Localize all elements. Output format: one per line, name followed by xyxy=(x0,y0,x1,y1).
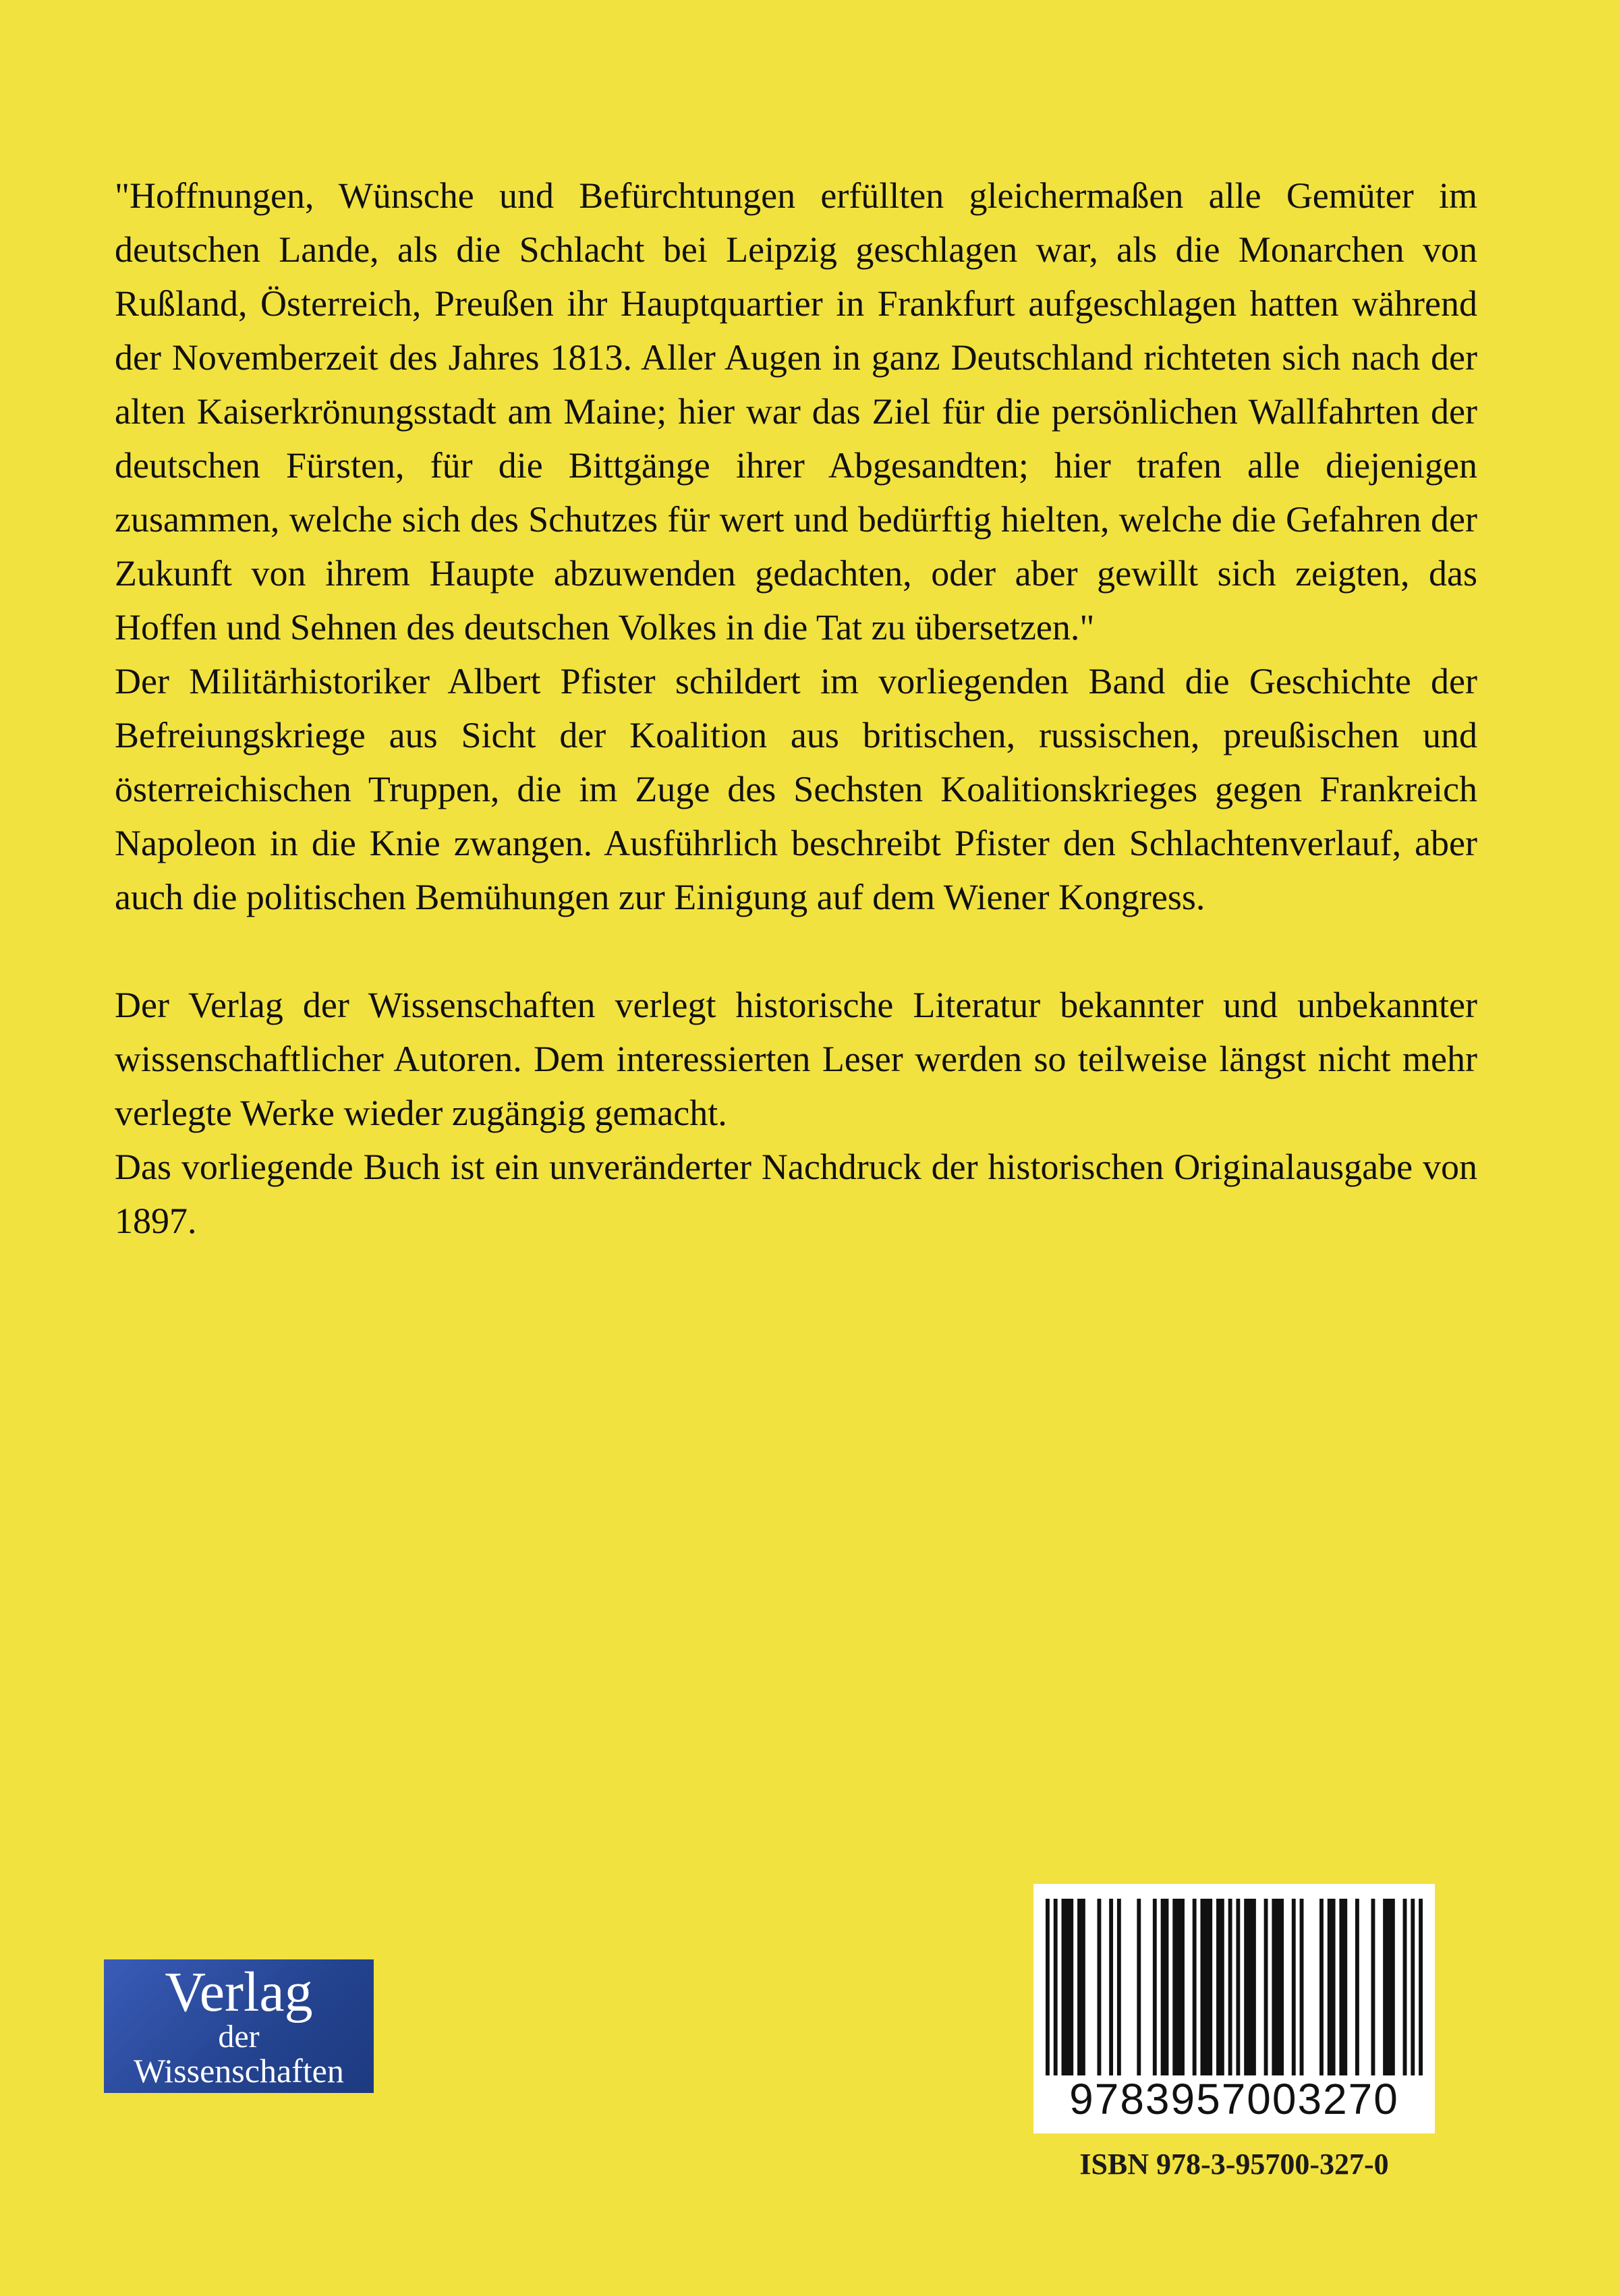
barcode-bar xyxy=(1383,1899,1395,2075)
barcode-bar xyxy=(1200,1899,1212,2075)
barcode-bar xyxy=(1097,1899,1101,2075)
barcode-digits: 9783957003270 xyxy=(1069,2075,1399,2123)
barcode-bar xyxy=(1328,1899,1336,2075)
barcode-bar xyxy=(1236,1899,1240,2075)
publisher-info-paragraph: Der Verlag der Wissenschaften verlegt historische Literatur bekannter und unbekannter wissenschaftlicher Autoren. Dem interessierten Leser werden so teilweise längst nicht mehr verlegte Werke wieder zugängig gemacht. xyxy=(115,985,1477,1133)
barcode-bar xyxy=(1153,1899,1157,2075)
barcode-bar xyxy=(1062,1899,1074,2075)
barcode xyxy=(1033,1884,1435,2133)
barcode-bar xyxy=(1228,1899,1232,2075)
publisher-logo-line2: der xyxy=(218,2019,260,2055)
barcode-bar xyxy=(1264,1899,1268,2075)
blurb-text xyxy=(115,169,1477,1248)
barcode-bar xyxy=(1319,1899,1324,2075)
barcode-bar xyxy=(1046,1899,1050,2075)
barcode-bar xyxy=(1355,1899,1359,2075)
barcode-bar xyxy=(1272,1899,1284,2075)
barcode-bar xyxy=(1161,1899,1169,2075)
barcode-bar xyxy=(1109,1899,1113,2075)
barcode-bar xyxy=(1077,1899,1085,2075)
publisher-logo xyxy=(104,1959,374,2093)
isbn-label: ISBN 978-3-95700-327-0 xyxy=(1079,2148,1389,2181)
barcode-bar xyxy=(1339,1899,1347,2075)
barcode-bar xyxy=(1054,1899,1058,2075)
blurb-description-paragraph: Der Militärhistoriker Albert Pfister schildert im vorliegenden Band die Geschichte der Befreiungskriege aus Sicht der Koalition aus britischen, russischen, preußischen und österreichischen Truppen, die im Zuge des Sechsten Koalitionskrieges gegen Frankreich Napoleon in die Knie zwangen. Ausführlich beschreibt Pfister den Schlachtenverlauf, aber auch die politischen Bemühungen zur Einigung auf dem Wiener Kongress. xyxy=(115,661,1477,917)
barcode-bar xyxy=(1172,1899,1185,2075)
barcode-bar xyxy=(1403,1899,1407,2075)
barcode-bar xyxy=(1193,1899,1197,2075)
barcode-bar xyxy=(1117,1899,1121,2075)
publisher-logo-line1: Verlag xyxy=(165,1961,313,2024)
barcode-bar xyxy=(1244,1899,1256,2075)
barcode-bar xyxy=(1300,1899,1304,2075)
barcode-bar xyxy=(1137,1899,1141,2075)
blurb-quote-paragraph: "Hoffnungen, Wünsche und Befürchtungen erfüllten gleichermaßen alle Gemüter im deutschen Lande, als die Schlacht bei Leipzig geschlagen war, als die Monarchen von Rußland, Österreich, Preußen ihr Hauptquartier in Frankfurt aufgeschlagen hatten während der Novemberzeit des Jahres 1813. Aller Augen in ganz Deutschland richteten sich nach der alten Kaiserkrönungsstadt am Maine; hier war das Ziel für die persönlichen Wallfahrten der deutschen Fürsten, für die Bittgänge ihrer Abgesandten; hier trafen alle diejenigen zusammen, welche sich des Schutzes für wert und bedürftig hielten, welche die Gefahren der Zukunft von ihrem Haupte abzuwenden gedachten, oder aber gewillt sich zeigten, das Hoffen und Sehnen des deutschen Volkes in die Tat zu übersetzen." xyxy=(115,175,1477,648)
publisher-logo-line3: Wissenschaften xyxy=(134,2052,344,2090)
barcode-bars xyxy=(1033,1884,1435,2079)
barcode-bar xyxy=(1216,1899,1224,2075)
barcode-bar xyxy=(1292,1899,1296,2075)
barcode-bar xyxy=(1411,1899,1415,2075)
barcode-bar xyxy=(1419,1899,1423,2075)
barcode-bar xyxy=(1371,1899,1375,2075)
reprint-note-paragraph: Das vorliegende Buch ist ein unveränderter Nachdruck der historischen Originalausgabe von 1897. xyxy=(115,1147,1477,1241)
